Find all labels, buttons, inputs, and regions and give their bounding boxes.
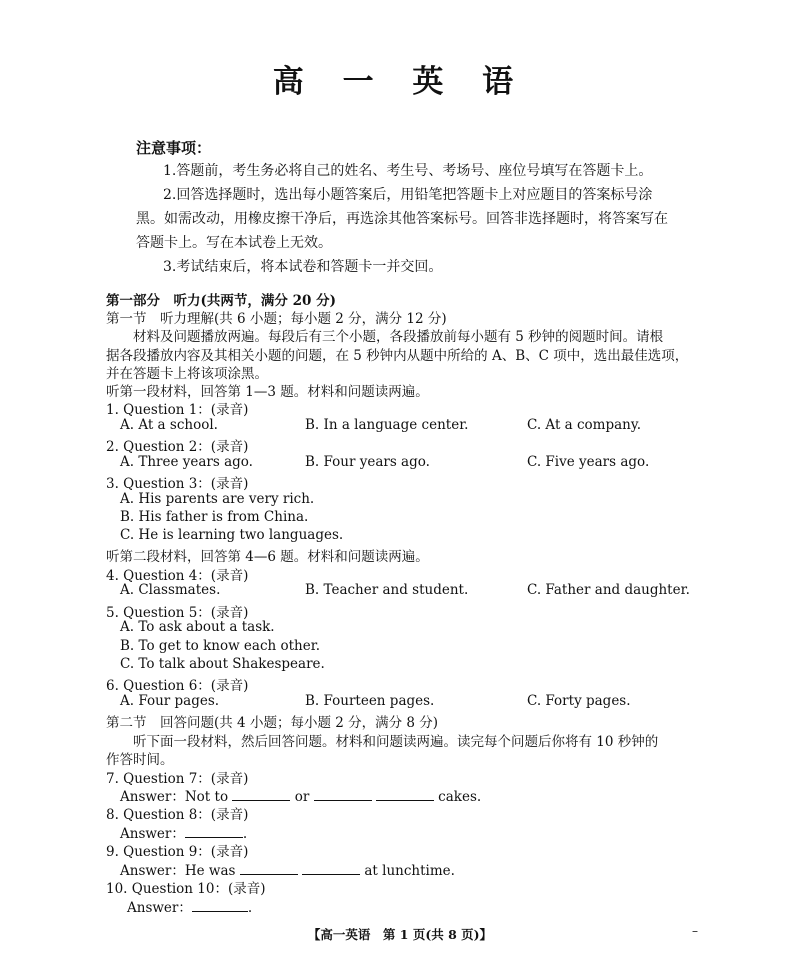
option-a: A. Four pages. <box>120 693 220 709</box>
question-stem: 9. Question 9：(录音) <box>106 844 249 860</box>
group1-intro: 听第一段材料，回答第 1—3 题。材料和问题读两遍。 <box>106 384 429 400</box>
notice-line: 黑。如需改动，用橡皮擦干净后，再选涂其他答案标号。回答非选择题时，将答案写在 <box>136 211 668 227</box>
option-c: C. Five years ago. <box>527 454 650 470</box>
section2-instructions: 听下面一段材料，然后回答问题。材料和问题读两遍。读完每个问题后你将有 10 秒钟的 <box>133 734 659 750</box>
question-stem: 2. Question 2：(录音) <box>106 439 249 455</box>
option-b: B. In a language center. <box>305 417 469 433</box>
option-c: C. He is learning two languages. <box>120 527 344 543</box>
option-b: B. To get to know each other. <box>120 638 321 654</box>
option-c: C. Forty pages. <box>527 693 631 709</box>
group2-intro: 听第二段材料，回答第 4—6 题。材料和问题读两遍。 <box>106 549 429 565</box>
notice-line: 2.回答选择题时，选出每小题答案后，用铅笔把答题卡上对应题目的答案标号涂 <box>163 187 653 203</box>
answer-suffix: cakes. <box>438 789 482 805</box>
answer-blank[interactable] <box>376 788 434 801</box>
question-stem: 10. Question 10：(录音) <box>106 881 266 897</box>
part1-heading: 第一部分 听力(共两节，满分 20 分) <box>106 293 336 309</box>
section1-instructions: 并在答题卡上将该项涂黑。 <box>106 366 268 382</box>
answer-blank[interactable] <box>314 788 372 801</box>
answer-suffix: . <box>242 826 248 842</box>
section1-heading: 第一节 听力理解(共 6 小题；每小题 2 分，满分 12 分) <box>106 311 447 327</box>
question-stem: 6. Question 6：(录音) <box>106 678 249 694</box>
question-stem: 4. Question 4：(录音) <box>106 568 249 584</box>
answer-line <box>127 896 252 916</box>
question-stem: 5. Question 5：(录音) <box>106 605 249 621</box>
answer-blank[interactable] <box>302 862 360 875</box>
option-c: C. Father and daughter. <box>527 582 690 598</box>
answer-prefix: Answer：Not to <box>120 789 229 805</box>
answer-blank[interactable] <box>192 899 248 912</box>
option-b: B. Four years ago. <box>305 454 430 470</box>
section1-instructions: 材料及问题播放两遍。每段后有三个小题，各段播放前每小题有 5 秒钟的阅题时间。请根 <box>133 329 664 345</box>
question-stem: 8. Question 8：(录音) <box>106 807 249 823</box>
answer-line <box>120 785 481 805</box>
answer-prefix: Answer： <box>127 900 192 916</box>
question-stem: 3. Question 3：(录音) <box>106 476 249 492</box>
option-b: B. Fourteen pages. <box>305 693 435 709</box>
option-a: A. At a school. <box>120 417 218 433</box>
answer-connector: or <box>294 789 310 805</box>
option-a: A. To ask about a task. <box>120 619 275 635</box>
question-stem: 1. Question 1：(录音) <box>106 402 249 418</box>
answer-line <box>120 822 247 842</box>
answer-blank[interactable] <box>232 788 290 801</box>
notice-heading: 注意事项： <box>136 139 212 157</box>
answer-blank[interactable] <box>240 862 298 875</box>
notice-line: 1.答题前，考生务必将自己的姓名、考生号、考场号、座位号填写在答题卡上。 <box>163 163 653 179</box>
page-footer: 【高一英语 第 1 页(共 8 页)】 <box>307 927 493 942</box>
option-c: C. At a company. <box>527 417 641 433</box>
notice-line: 3.考试结束后，将本试卷和答题卡一并交回。 <box>163 259 443 275</box>
option-b: B. Teacher and student. <box>305 582 469 598</box>
answer-suffix: at lunchtime. <box>364 863 455 879</box>
answer-prefix: Answer： <box>120 826 185 842</box>
section1-instructions: 据各段播放内容及其相关小题的问题，在 5 秒钟内从题中所给的 A、B、C 项中，选出最佳选项， <box>106 348 689 364</box>
option-a: A. Three years ago. <box>120 454 253 470</box>
option-b: B. His father is from China. <box>120 509 309 525</box>
page-title: 高 一 英 语 <box>272 64 528 100</box>
answer-suffix: . <box>247 900 253 916</box>
answer-blank[interactable] <box>185 825 243 838</box>
section2-heading: 第二节 回答问题(共 4 小题；每小题 2 分，满分 8 分) <box>106 715 439 731</box>
option-a: A. His parents are very rich. <box>120 491 315 507</box>
answer-prefix: Answer：He was <box>120 863 236 879</box>
option-c: C. To talk about Shakespeare. <box>120 656 325 672</box>
footer-mark: – <box>692 924 698 938</box>
option-a: A. Classmates. <box>120 582 221 598</box>
section2-instructions: 作答时间。 <box>106 752 174 768</box>
notice-line: 答题卡上。写在本试卷上无效。 <box>136 235 332 251</box>
question-stem: 7. Question 7：(录音) <box>106 771 249 787</box>
answer-line <box>120 859 455 879</box>
